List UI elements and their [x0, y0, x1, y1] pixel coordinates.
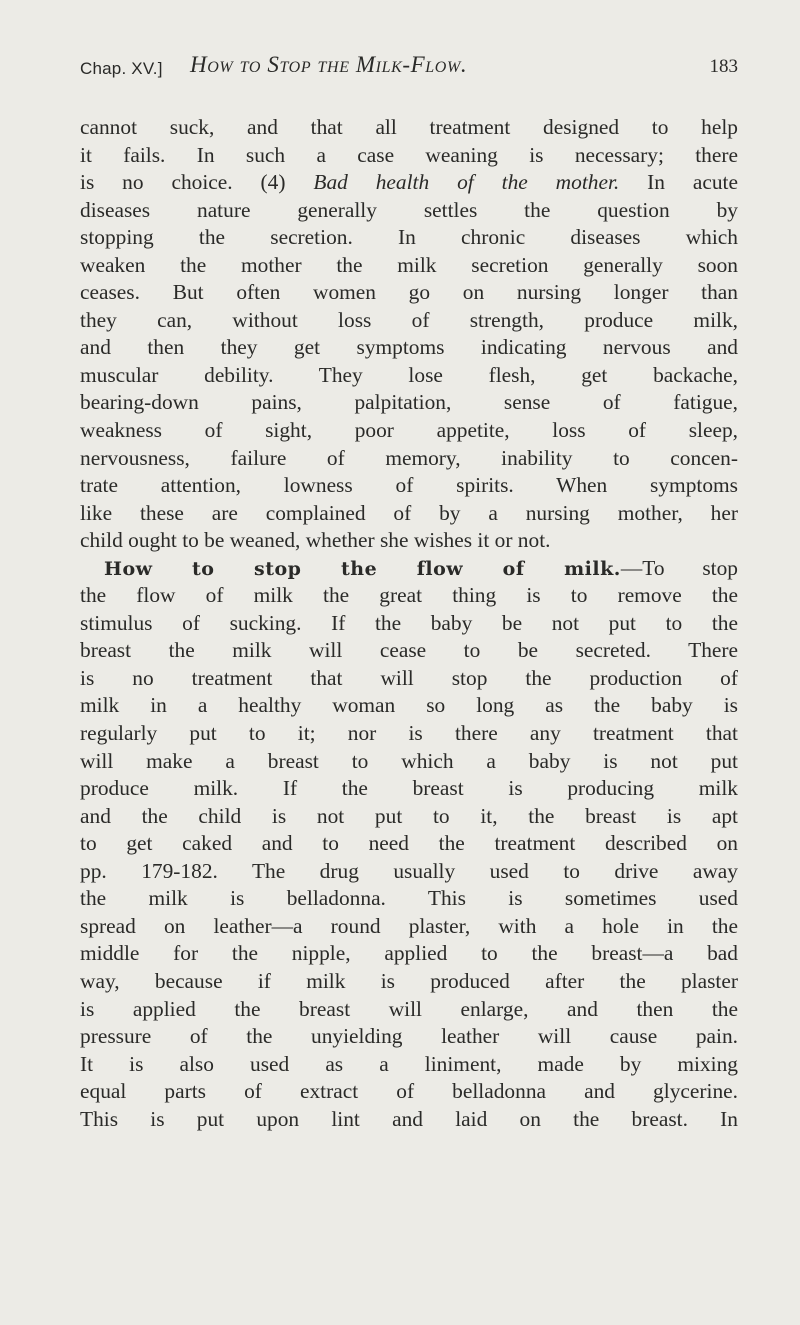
text-line: child ought to be weaned, whether she wishes it or not. [80, 528, 551, 553]
text-line: breast the milk will cease to be secreted. There [80, 638, 738, 663]
text-line: middle for the nipple, applied to the breast—a bad [80, 941, 738, 966]
page-number: 183 [709, 56, 738, 77]
text-line: the flow of milk the great thing is to remove the [80, 583, 738, 608]
text-line: like these are complained of by a nursing mother, her [80, 500, 738, 525]
text-line: produce milk. If the breast is producing milk [80, 776, 738, 801]
text-line [80, 169, 738, 197]
text-line: regularly put to it; nor is there any treatment that [80, 721, 738, 746]
text-line: equal parts of extract of belladonna and glycerine. [80, 1079, 738, 1104]
text-line: and the child is not put to it, the breast is apt [80, 803, 738, 828]
text-line: will make a breast to which a baby is not put [80, 748, 738, 773]
text-line: bearing-down pains, palpitation, sense of fatigue, [80, 390, 738, 415]
text-line-end: In acute [619, 170, 738, 195]
body-text [80, 114, 738, 1133]
text-line: nervousness, failure of memory, inability to concen- [80, 445, 738, 470]
text-line: This is put upon lint and laid on the breast. In [80, 1106, 738, 1131]
text-line: the milk is belladonna. This is sometimes used [80, 886, 738, 911]
text-line: is applied the breast will enlarge, and then the [80, 996, 738, 1021]
text-line: trate attention, lowness of spirits. When symptoms [80, 473, 738, 498]
chapter-label: Chap. XV.] [80, 59, 163, 78]
text-line: is no treatment that will stop the production of [80, 665, 738, 690]
text-line: pressure of the unyielding leather will cause pain. [80, 1024, 738, 1049]
text-line: diseases nature generally settles the question by [80, 197, 738, 222]
text-line: way, because if milk is produced after the plaster [80, 968, 738, 993]
text-line: stopping the secretion. In chronic diseases which [80, 225, 738, 250]
text-line: to get caked and to need the treatment described on [80, 831, 738, 856]
text-line: cannot suck, and that all treatment designed to help [80, 115, 738, 139]
text-line: milk in a healthy woman so long as the baby is [80, 693, 738, 718]
section-heading: How to stop the flow of milk. [104, 557, 621, 580]
text-line: and then they get symptoms indicating nervous and [80, 335, 738, 360]
text-line: it fails. In such a case weaning is necessary; there [80, 142, 738, 167]
text-line: pp. 179-182. The drug usually used to drive away [80, 858, 738, 883]
text-line-end: —To stop [620, 555, 738, 580]
text-line: they can, without loss of strength, produce milk, [80, 307, 738, 332]
text-line: weakness of sight, poor appetite, loss of sleep, [80, 418, 738, 443]
text-line: muscular debility. They lose flesh, get backache, [80, 362, 738, 387]
text-line [80, 555, 738, 583]
text-line: ceases. But often women go on nursing longer than [80, 280, 738, 305]
text-line: It is also used as a liniment, made by mixing [80, 1051, 738, 1076]
text-line: weaken the mother the milk secretion generally soon [80, 252, 738, 277]
italic-heading: Bad health of the mother. [313, 170, 620, 195]
text-line: spread on leather—a round plaster, with a hole in the [80, 913, 738, 938]
text-line: stimulus of sucking. If the baby be not put to the [80, 610, 738, 635]
running-head [80, 50, 738, 94]
text-line-start: is no choice. (4) [80, 170, 314, 195]
running-title: How to Stop the Milk-Flow. [190, 52, 468, 77]
